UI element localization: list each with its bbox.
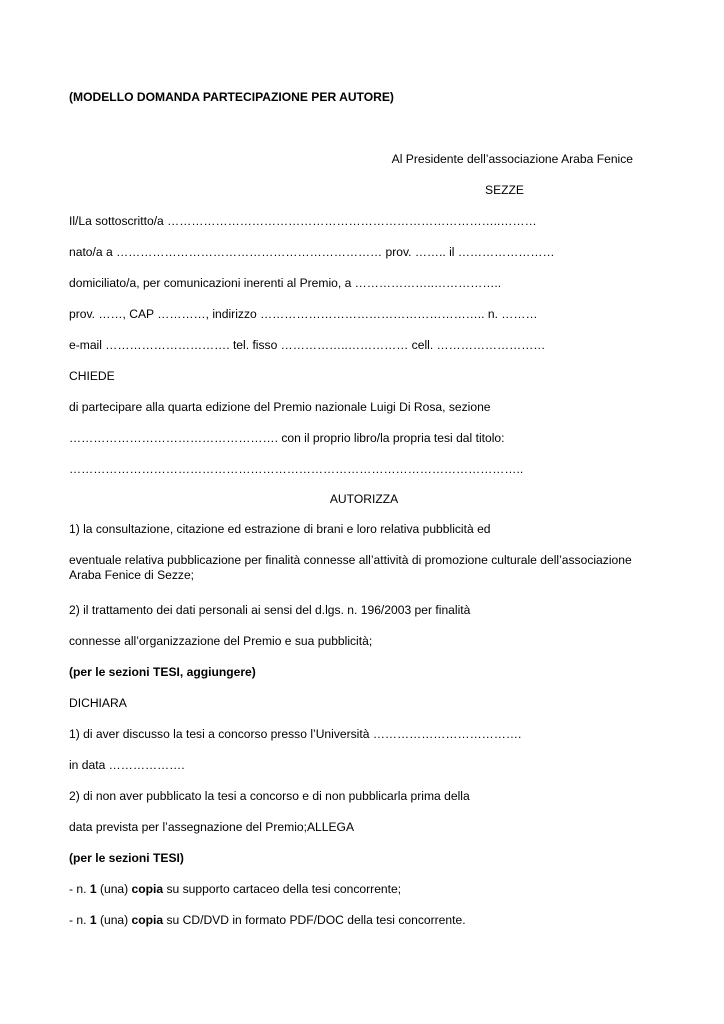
- autorizza-item-2: 2) il trattamento dei dati personali ai sensi del d.lgs. n. 196/2003 per finalità: [69, 603, 471, 617]
- allega-item-1-mid: (una): [96, 882, 132, 896]
- section-line: ……………………………………………. con il proprio libro/la propria tesi dal titolo:: [69, 431, 505, 445]
- document-title: (MODELLO DOMANDA PARTECIPAZIONE PER AUTORE): [69, 90, 394, 104]
- tesi-note: (per le sezioni TESI, aggiungere): [69, 665, 256, 679]
- tesi-note-2: (per le sezioni TESI): [69, 851, 184, 865]
- autorizza-item-2-continued: connesse all’organizzazione del Premio e sua pubblicità;: [69, 634, 373, 648]
- dichiara-item-2-continued: data prevista per l’assegnazione del Premio;ALLEGA: [69, 820, 355, 834]
- dichiara-item-2: 2) di non aver pubblicato la tesi a concorso e di non pubblicarla prima della: [69, 789, 470, 803]
- chiede-heading: CHIEDE: [69, 369, 115, 383]
- field-domiciliato: domiciliato/a, per comunicazioni inerenti al Premio, a ………………..……………..: [69, 276, 502, 290]
- allega-item-1-suffix: su supporto cartaceo della tesi concorrente;: [163, 882, 402, 896]
- autorizza-item-1: 1) la consultazione, citazione ed estrazione di brani e loro relativa pubblicità ed: [69, 522, 491, 536]
- dichiara-item-1-date: in data ……………….: [69, 758, 185, 772]
- allega-item-1: [69, 882, 401, 897]
- autorizza-item-1-continued: eventuale relativa pubblicazione per finalità connesse all’attività di promozione culturale dell’associazione Araba Fenice di Sezze;: [69, 553, 632, 582]
- recipient-line-2: SEZZE: [485, 183, 524, 197]
- field-sottoscritto: Il/La sottoscritto/a ………………………………………………………………………..………: [69, 214, 537, 228]
- allega-item-2: [69, 913, 466, 928]
- allega-item-2-mid: (una): [96, 913, 132, 927]
- allega-item-2-prefix: - n.: [69, 913, 90, 927]
- recipient-line-1: Al Presidente dell’associazione Araba Fenice: [391, 152, 633, 166]
- allega-item-1-copia: copia: [131, 882, 164, 896]
- dichiara-heading: DICHIARA: [69, 696, 127, 710]
- allega-item-1-number: 1: [89, 882, 97, 896]
- allega-item-2-number: 1: [89, 913, 97, 927]
- chiede-text: di partecipare alla quarta edizione del Premio nazionale Luigi Di Rosa, sezione: [69, 400, 491, 414]
- dichiara-item-1: 1) di aver discusso la tesi a concorso presso l’Università ……………………………….: [69, 727, 522, 741]
- field-prov-cap-indirizzo: prov. ……, CAP …………, indirizzo ……………………………………………….. n. ………: [69, 307, 538, 321]
- allega-item-1-prefix: - n.: [69, 882, 90, 896]
- field-nato: nato/a a ………………………………………………………… prov. …….. il ……………………: [69, 245, 555, 259]
- allega-item-2-suffix: su CD/DVD in formato PDF/DOC della tesi concorrente.: [163, 913, 466, 927]
- field-email-tel-cell: e-mail …………………………. tel. fisso ……………..…………… cell. ………………………: [69, 338, 546, 352]
- allega-item-2-copia: copia: [131, 913, 164, 927]
- autorizza-heading: AUTORIZZA: [329, 492, 399, 506]
- title-line: …………………………………………………………………………………………………..: [69, 462, 524, 476]
